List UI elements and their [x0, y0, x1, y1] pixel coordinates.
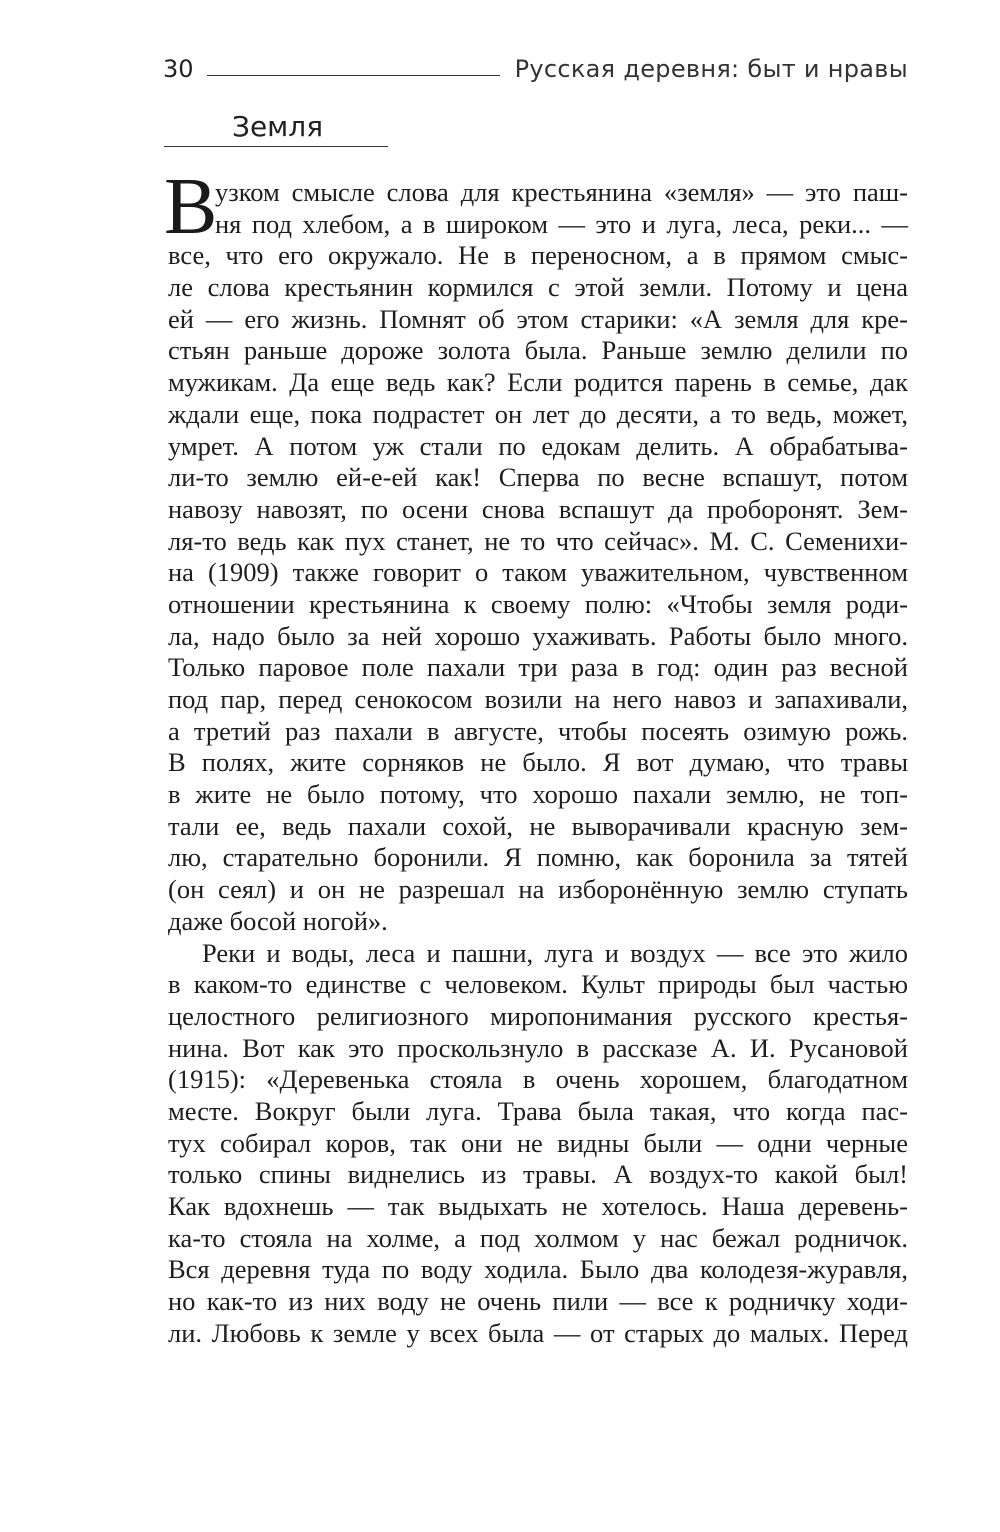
text-line: Вся деревня туда по воду ходила. Было два колодезя-журавля,: [168, 1254, 908, 1285]
text-line: навозу навозят, по осени снова вспашут да проборонят. Зем-: [168, 493, 908, 524]
text-line: месте. Вокруг были луга. Трава была такая, что когда пас-: [168, 1095, 908, 1126]
text-line: (он сеял) и он не разрешал на изборонённую землю ступать: [168, 874, 908, 905]
running-title: Русская деревня: быт и нравы: [514, 55, 908, 83]
text-line: в жите не было потому, что хорошо пахали землю, не топ-: [168, 779, 908, 810]
text-line: ле слова крестьянин кормился с этой земли. Потому и цена: [168, 272, 908, 303]
text-line: ждали еще, пока подрастет он лет до десяти, а то ведь, может,: [168, 398, 908, 429]
header-rule: [207, 75, 500, 76]
running-head: [163, 52, 908, 86]
text-line: ей — его жизнь. Помнят об этом старики: «А земля для кре-: [168, 303, 908, 334]
text-line: тух собирал коров, так они не видны были — одни черные: [168, 1127, 908, 1158]
text-line: ла, надо было за ней хорошо ухаживать. Работы было много.: [168, 620, 908, 651]
text-line: Реки и воды, леса и пашни, луга и воздух — все это жило: [202, 937, 908, 968]
text-line: ли. Любовь к земле у всех была — от старых до малых. Перед: [168, 1317, 908, 1348]
text-line: В полях, жите сорняков не было. Я вот думаю, что травы: [168, 747, 908, 778]
drop-cap: В: [164, 163, 218, 251]
text-line: ля-то ведь как пух станет, не то что сейчас». М. С. Семенихи-: [168, 525, 908, 556]
text-line: под пар, перед сенокосом возили на него навоз и запахивали,: [168, 684, 908, 714]
text-line: ли-то землю ей-е-ей как! Сперва по весне вспашут, потом: [168, 462, 908, 493]
text-line: стьян раньше дороже золота была. Раньше землю делили по: [168, 335, 908, 366]
text-line: узком смысле слова для крестьянина «земля» — это паш-: [215, 177, 908, 207]
page-number: 30: [163, 55, 194, 83]
text-line: а третий раз пахали в августе, чтобы посеять озимую рожь.: [168, 715, 908, 746]
text-line: ка-то стояла на холме, а под холмом у нас бежал родничок.: [168, 1222, 908, 1253]
text-line: отношении крестьянина к своему полю: «Чтобы земля роди-: [168, 588, 908, 619]
text-line: все, что его окружало. Не в переносном, а в прямом смыс-: [168, 240, 908, 271]
text-line: (1915): «Деревенька стояла в очень хорошем, благодатном: [168, 1064, 908, 1095]
text-line: Только паровое поле пахали три раза в год: один раз весной: [168, 652, 908, 683]
text-line: только спины виднелись из травы. А воздух-то какой был!: [168, 1159, 908, 1190]
text-line: на (1909) также говорит о таком уважительном, чувственном: [168, 557, 908, 588]
text-line: нина. Вот как это проскользнуло в рассказе А. И. Русановой: [168, 1032, 908, 1063]
text-line: в каком-то единстве с человеком. Культ природы был частью: [168, 969, 908, 1000]
text-line: мужикам. Да еще ведь как? Если родится парень в семье, дак: [168, 367, 908, 398]
text-line: ня под хлебом, а в широком — это и луга, леса, реки... —: [215, 208, 908, 239]
text-line: Как вдохнешь — так выдыхать не хотелось. Наша деревень-: [168, 1191, 908, 1221]
text-line: даже босой ногой».: [168, 905, 388, 936]
section-title: Земля: [232, 110, 324, 143]
text-line: целостного религиозного миропонимания русского крестья-: [168, 1000, 908, 1031]
body-text: [164, 163, 908, 1349]
text-line: тали ее, ведь пахали сохой, не выворачивали красную зем-: [168, 810, 908, 841]
section-rule: [164, 146, 388, 147]
text-line: умрет. А потом уж стали по едокам делить. А обрабатыва-: [168, 430, 908, 461]
text-line: лю, старательно боронили. Я помню, как боронила за тятей: [168, 842, 908, 873]
text-line: но как-то из них воду не очень пили — все к родничку ходи-: [168, 1286, 908, 1317]
